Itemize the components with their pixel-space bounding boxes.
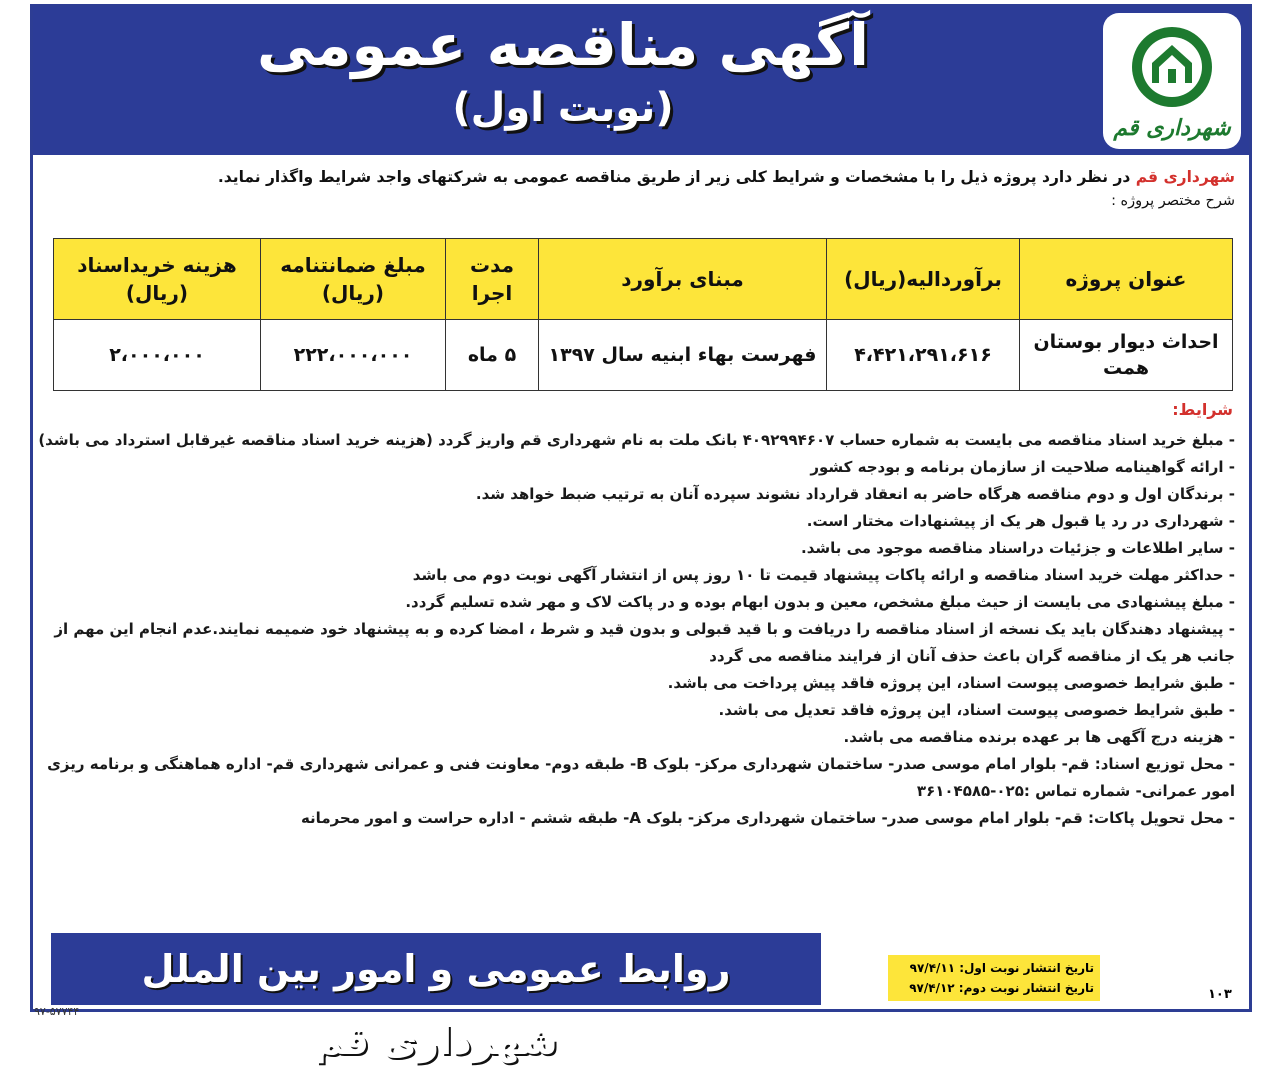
condition-item: - مبلغ پیشنهادی می بایست از حیث مبلغ مشخص، معین و بدون ابهام بوده و در پاکت لاک و مهر شده تسلیم گردد.: [405, 593, 1235, 611]
title-sub: (نوبت اول): [452, 85, 674, 131]
condition-item: - برندگان اول و دوم مناقصه هرگاه حاضر به انعقاد قرارداد نشوند سپرده آنان به ترتیب ضبط خواهد شد.: [475, 485, 1235, 503]
cell-project-title: احداث دیوار بوستان همت: [1020, 320, 1233, 391]
condition-item: - هزینه درج آگهی ها بر عهده برنده مناقصه می باشد.: [843, 728, 1235, 746]
summary-label: شرح مختصر پروژه :: [1111, 193, 1235, 209]
header-banner: [33, 7, 1249, 155]
table-header-row: [54, 239, 1233, 320]
cell-estimate: ۴،۴۲۱،۲۹۱،۶۱۶: [827, 320, 1020, 391]
cell-document-fee: ۲،۰۰۰،۰۰۰: [54, 320, 261, 391]
condition-item: جانب هر یک از مناقصه گران باعث حذف آنان از فرایند مناقصه می گردد: [709, 647, 1235, 665]
condition-item: - مبلغ خرید اسناد مناقصه می بایست به شماره حساب ۴۰۹۲۹۹۴۶۰۷ بانک ملت به نام شهرداری قم واریز گردد (هزینه خرید اسناد مناقصه غیرقابل استرداد می باشد): [38, 431, 1235, 449]
intro-text: در نظر دارد پروژه ذیل را با مشخصات و شرایط کلی زیر از طریق مناقصه عمومی به شرکتهای واجد شرایط واگذار نماید.: [217, 168, 1136, 186]
notice-frame: [30, 4, 1252, 1063]
condition-item: امور عمرانی- شماره تماس :۰۲۵-۳۶۱۰۴۵۸۵: [916, 782, 1235, 800]
header-project-title: عنوان پروژه: [1020, 239, 1233, 320]
mosque-emblem-icon: [1117, 23, 1227, 111]
condition-item: - شهرداری در رد یا قبول هر یک از پیشنهادات مختار است.: [806, 512, 1235, 530]
cell-estimate-basis: فهرست بهاء ابنیه سال ۱۳۹۷: [539, 320, 827, 391]
cell-duration: ۵ ماه: [446, 320, 539, 391]
condition-item: - محل تحویل پاکات: قم- بلوار امام موسی صدر- ساختمان شهرداری مرکز- بلوک A- طبقه ششم - اداره حراست و امور محرمانه: [300, 809, 1235, 827]
condition-item: - محل توزیع اسناد: قم- بلوار امام موسی صدر- ساختمان شهرداری مرکز- بلوک B- طبقه دوم- معاونت فنی و عمرانی شهرداری قم- اداره هماهنگی و برنامه ریزی: [47, 755, 1235, 773]
header-estimate-basis: مبنای برآورد: [539, 239, 827, 320]
condition-item: - سایر اطلاعات و جزئیات دراسناد مناقصه موجود می باشد.: [801, 539, 1235, 557]
condition-item: - طبق شرایط خصوصی پیوست اسناد، این پروژه فاقد پیش پرداخت می باشد.: [667, 674, 1235, 692]
notice-body: [38, 165, 1235, 827]
header-document-fee: هزینه خریداسناد (ریال): [54, 239, 261, 320]
header-estimate: برآوردالیه(ریال): [827, 239, 1020, 320]
publication-dates: [888, 955, 1100, 1001]
condition-item: - پیشنهاد دهندگان باید یک نسخه از اسناد مناقصه را دریافت و با قید قبولی و بدون قید و شرط ، امضا کرده و به پیشنهاد خود ضمیمه نمایند.عدم انجام این مهم از: [54, 620, 1235, 638]
second-publication-date: تاریخ انتشار نوبت دوم: ۹۷/۴/۱۲: [909, 981, 1094, 995]
ad-code: ۹۷-۵۷۷۴۴: [34, 1005, 80, 1018]
header-guarantee: مبلغ ضمانتنامه (ریال): [261, 239, 446, 320]
project-table: [53, 238, 1233, 391]
logo-text: شهرداری قم: [1113, 115, 1231, 141]
municipality-logo: [1103, 13, 1241, 149]
header-duration: مدت اجرا: [446, 239, 539, 320]
condition-item: - حداکثر مهلت خرید اسناد مناقصه و ارائه پاکات پیشنهاد قیمت تا ۱۰ روز پس از انتشار آگهی نوبت دوم می باشد: [412, 566, 1235, 584]
intro-org: شهرداری قم: [1135, 168, 1235, 186]
condition-item: - طبق شرایط خصوصی پیوست اسناد، این پروژه فاقد تعدیل می باشد.: [718, 701, 1235, 719]
title-main: آگهی مناقصه عمومی: [256, 11, 870, 79]
intro-line: [45, 165, 1235, 190]
cell-guarantee: ۲۲۲،۰۰۰،۰۰۰: [261, 320, 446, 391]
page-number: ۱۰۳: [1208, 987, 1232, 1002]
notice-title: [183, 7, 943, 133]
conditions-list: [39, 427, 1235, 832]
condition-item: - ارائه گواهینامه صلاحیت از سازمان برنامه و بودجه کشور: [810, 458, 1235, 476]
table-row: [54, 320, 1233, 391]
first-publication-date: تاریخ انتشار نوبت اول: ۹۷/۴/۱۱: [909, 961, 1094, 975]
conditions-title: شرایط:: [1172, 400, 1233, 419]
public-relations-banner: روابط عمومی و امور بین الملل شهرداری قم: [51, 933, 821, 1005]
